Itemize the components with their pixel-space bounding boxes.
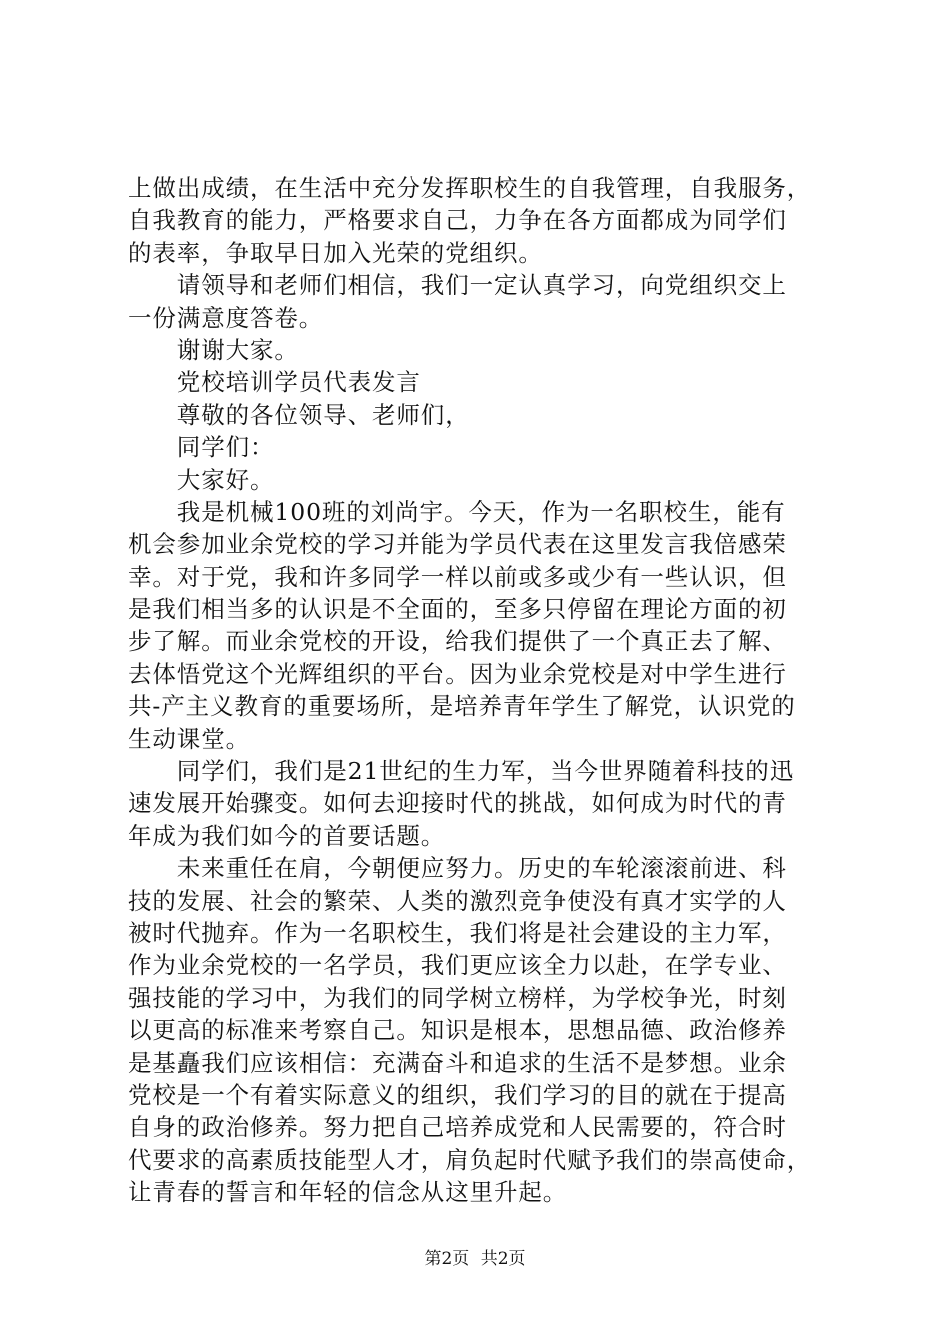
text-line: 以更高的标准来考察自己。知识是根本，思想品德、政治修养 bbox=[128, 1016, 787, 1045]
text-line: 年成为我们如今的首要话题。 bbox=[128, 821, 446, 850]
text-line: 代要求的高素质技能型人才，肩负起时代赋予我们的崇高使命， bbox=[128, 1145, 812, 1174]
text-line: 尊敬的各位领导、老师们， bbox=[128, 400, 470, 429]
page-total: 共2页 bbox=[480, 1249, 526, 1269]
text-line: 机会参加业余党校的学习并能为学员代表在这里发言我倍感荣 bbox=[128, 530, 787, 559]
text-line: 大家好。 bbox=[128, 465, 275, 494]
text-line: 去体悟党这个光辉组织的平台。因为业余党校是对中学生进行 bbox=[128, 659, 787, 688]
text-line: 共-产主义教育的重要场所，是培养青年学生了解党，认识党的 bbox=[128, 692, 796, 721]
text-line: 被时代抛弃。作为一名职校生，我们将是社会建设的主力军， bbox=[128, 918, 787, 947]
text-line: 让青春的誓言和年轻的信念从这里升起。 bbox=[128, 1178, 568, 1207]
text-line: 是我们相当多的认识是不全面的，至多只停留在理论方面的初 bbox=[128, 595, 787, 624]
text-line: 自我教育的能力，严格要求自己，力争在各方面都成为同学们 bbox=[128, 206, 787, 235]
body-text bbox=[128, 172, 838, 1209]
text-line: 步了解。而业余党校的开设，给我们提供了一个真正去了解、 bbox=[128, 627, 787, 656]
text-line: 请领导和老师们相信，我们一定认真学习，向党组织交上 bbox=[128, 271, 787, 300]
text-line: 技的发展、社会的繁荣、人类的激烈竞争使没有真才实学的人 bbox=[128, 886, 787, 915]
page-number: 第2页 bbox=[424, 1249, 470, 1269]
text-line: 同学们： bbox=[128, 433, 275, 462]
text-line: 强技能的学习中，为我们的同学树立榜样，为学校争光，时刻 bbox=[128, 983, 787, 1012]
text-line: 的表率，争取早日加入光荣的党组织。 bbox=[128, 238, 543, 267]
text-line: 生动课堂。 bbox=[128, 724, 250, 753]
text-line: 党校培训学员代表发言 bbox=[128, 368, 421, 397]
text-line: 未来重任在肩，今朝便应努力。历史的车轮滚滚前进、科 bbox=[128, 854, 787, 883]
text-line: 我是机械100班的刘尚宇。今天，作为一名职校生，能有 bbox=[128, 497, 786, 526]
text-line: 一份满意度答卷。 bbox=[128, 303, 324, 332]
text-line: 上做出成绩，在生活中充分发挥职校生的自我管理，自我服务， bbox=[128, 174, 812, 202]
page-footer bbox=[0, 1244, 950, 1269]
text-line: 幸。对于党，我和许多同学一样以前或多或少有一些认识，但 bbox=[128, 562, 787, 591]
text-line: 是基矗我们应该相信：充满奋斗和追求的生活不是梦想。业余 bbox=[128, 1048, 787, 1077]
text-line: 谢谢大家。 bbox=[128, 335, 299, 364]
text-line: 党校是一个有着实际意义的组织，我们学习的目的就在于提高 bbox=[128, 1080, 787, 1109]
text-line: 自身的政治修养。努力把自己培养成党和人民需要的，符合时 bbox=[128, 1113, 787, 1142]
text-line: 速发展开始骤变。如何去迎接时代的挑战，如何成为时代的青 bbox=[128, 789, 787, 818]
text-line: 作为业余党校的一名学员，我们更应该全力以赴，在学专业、 bbox=[128, 951, 787, 980]
text-line: 同学们，我们是21世纪的生力军，当今世界随着科技的迅 bbox=[128, 757, 795, 786]
